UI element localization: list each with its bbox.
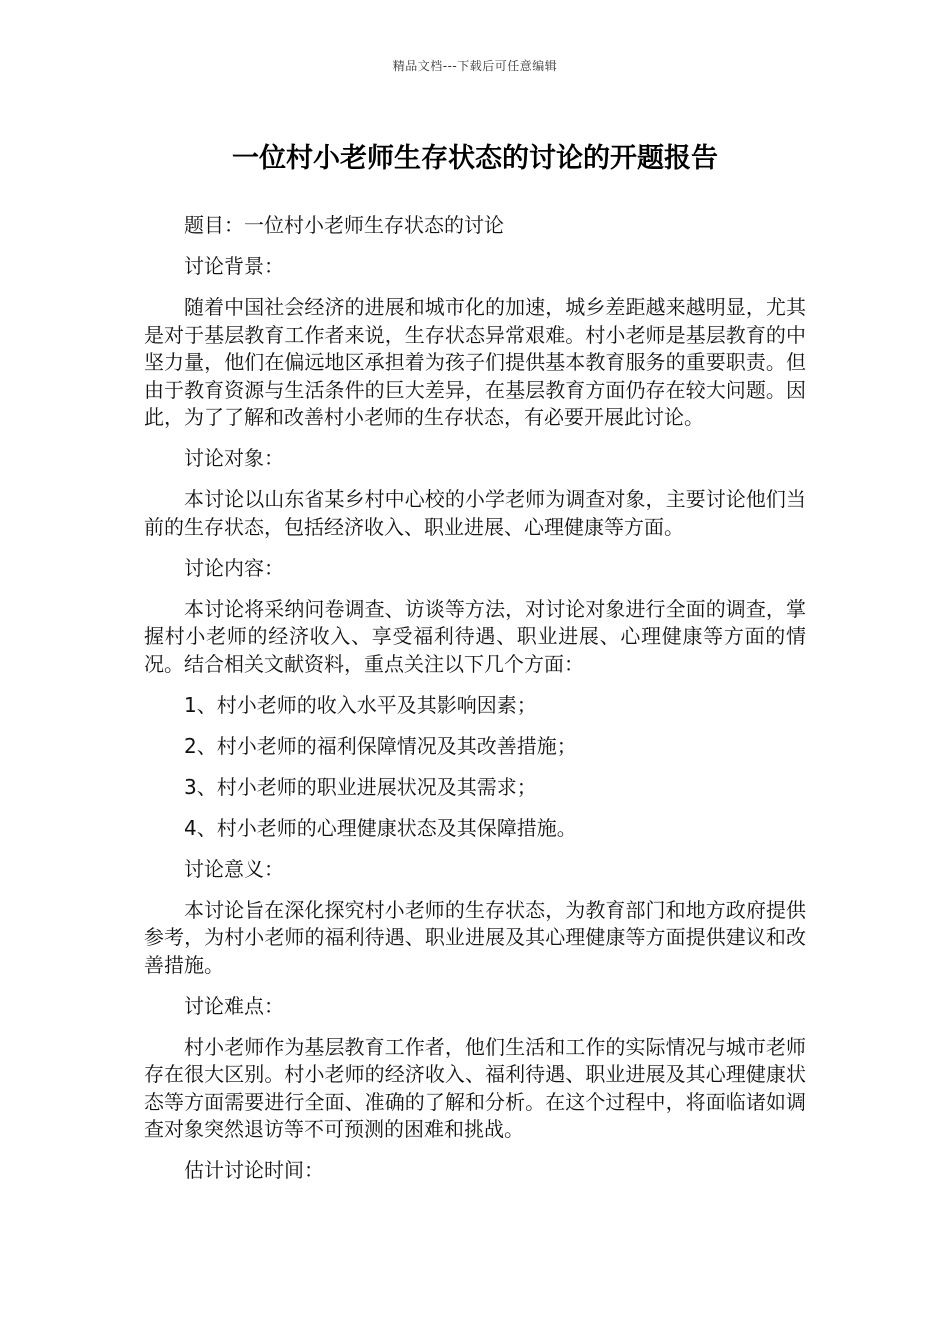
- background-paragraph: 随着中国社会经济的进展和城市化的加速，城乡差距越来越明显，尤其是对于基层教育工作者来说，生存状态异常艰难。村小老师是基层教育的中坚力量，他们在偏远地区承担着为孩子们提供基本教育服务的重要职责。但由于教育资源与生活条件的巨大差异，在基层教育方面仍存在较大问题。因此，为了了解和改善村小老师的生存状态，有必要开展此讨论。: [144, 295, 806, 429]
- significance-paragraph: 本讨论旨在深化探究村小老师的生存状态，为教育部门和地方政府提供参考，为村小老师的福利待遇、职业进展及其心理健康等方面提供建议和改善措施。: [144, 897, 806, 977]
- list-item: 3、村小老师的职业进展状况及其需求；: [184, 774, 537, 799]
- section-heading-background: 讨论背景：: [184, 254, 284, 278]
- section-heading-content: 讨论内容：: [184, 555, 284, 580]
- section-heading-subject: 讨论对象：: [184, 446, 284, 470]
- difficulties-paragraph: 村小老师作为基层教育工作者，他们生活和工作的实际情况与城市老师存在很大区别。村小老师的经济收入、福利待遇、职业进展及其心理健康状态等方面需要进行全面、准确的了解和分析。在这个过程中，将面临诸如调查对象突然退访等不可预测的困难和挑战。: [144, 1034, 806, 1141]
- document-title: 一位村小老师生存状态的讨论的开题报告: [232, 143, 718, 174]
- list-item: 1、村小老师的收入水平及其影响因素；: [184, 692, 537, 717]
- header-note: 精品文档---下载后可任意编辑: [392, 59, 558, 73]
- section-heading-significance: 讨论意义：: [184, 856, 284, 881]
- list-item: 2、村小老师的福利保障情况及其改善措施；: [184, 733, 577, 758]
- subject-paragraph: 本讨论以山东省某乡村中心校的小学老师为调查对象，主要讨论他们当前的生存状态，包括经济收入、职业进展、心理健康等方面。: [144, 487, 806, 539]
- section-heading-difficulties: 讨论难点：: [184, 993, 284, 1018]
- content-paragraph: 本讨论将采纳问卷调查、访谈等方法，对讨论对象进行全面的调查，掌握村小老师的经济收入、享受福利待遇、职业进展、心理健康等方面的情况。结合相关文献资料，重点关注以下几个方面：: [144, 596, 806, 676]
- document-body: [144, 212, 806, 1198]
- list-item: 4、村小老师的心理健康状态及其保障措施。: [184, 815, 577, 840]
- section-heading-timeline: 估计讨论时间：: [184, 1158, 324, 1182]
- topic-line: 题目：一位村小老师生存状态的讨论: [184, 213, 504, 237]
